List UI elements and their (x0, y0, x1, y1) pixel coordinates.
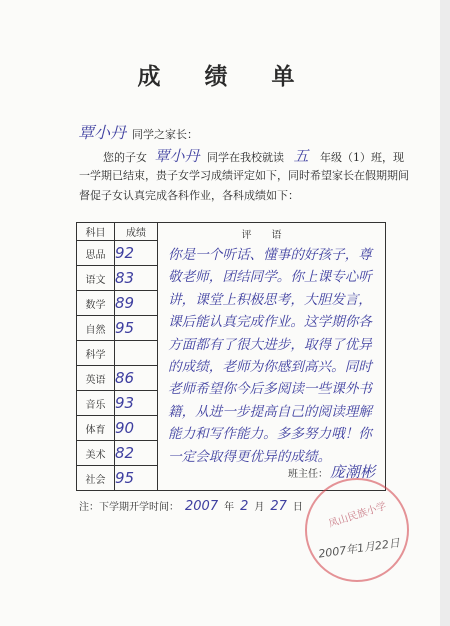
greeting-student-name: 覃小丹 (78, 123, 127, 142)
subject-cell: 思品 (77, 241, 115, 266)
score-cell (115, 341, 158, 366)
header-comment: 评语 (241, 230, 302, 241)
score-cell: 82 (115, 441, 158, 466)
subject-cell: 体育 (77, 416, 115, 441)
subject-cell: 美术 (77, 441, 115, 466)
letter-line1-suffix: 年级（1）班，现 (320, 151, 405, 164)
footer-year: 2007 (185, 499, 219, 514)
score-cell: 93 (115, 391, 158, 416)
page-edge (440, 0, 450, 626)
score-cell: 89 (115, 291, 158, 316)
subject-cell: 英语 (77, 366, 115, 391)
footer-day: 27 (270, 499, 287, 514)
letter-line1-middle: 同学在我校就读 (207, 151, 285, 164)
stamp-date: 2007年1月22日 (317, 536, 401, 561)
next-term-note (79, 498, 303, 514)
footer-day-unit: 日 (292, 502, 303, 513)
teacher-label: 班主任： (287, 469, 328, 480)
footer-label: 注：下学期开学时间： (79, 502, 179, 513)
score-cell: 92 (115, 241, 158, 266)
subject-cell: 音乐 (77, 391, 115, 416)
letter-line-2: 一学期已结束，贵子女学习成绩评定如下，同时希望家长在假期期间 (79, 169, 409, 182)
subject-cell: 社会 (77, 466, 115, 491)
letter-line-1 (103, 145, 404, 166)
footer-month: 2 (240, 499, 249, 514)
teacher-comment: 你是一个听话、懂事的好孩子，尊敬老师，团结同学。你上课专心听讲，课堂上积极思考，大胆发言，课后能认真完成作业。这学期你各方面都有了很大进步，取得了优异的成绩，老师为你感到高兴。同时老师希望你今后多阅读一些课外书籍，从进一步提高自己的阅读理解能力和写作能力。多多努力哦！你一定会取得更优异的成绩。 (168, 247, 372, 465)
score-cell: 95 (115, 316, 158, 341)
score-cell: 83 (115, 266, 158, 291)
header-score: 成绩 (115, 223, 158, 241)
letter-line1-prefix: 您的子女 (103, 151, 147, 164)
page-title: 成 绩 单 (137, 63, 313, 90)
subject-cell: 自然 (77, 316, 115, 341)
greeting (78, 120, 198, 143)
letter-grade: 五 (293, 147, 309, 165)
score-cell: 90 (115, 416, 158, 441)
comment-cell (158, 223, 386, 491)
subject-cell: 语文 (77, 266, 115, 291)
letter-line-3: 督促子女认真完成各科作业，各科成绩如下： (79, 189, 299, 202)
seal-text: 凤山民族小学 (327, 500, 388, 530)
footer-month-unit: 月 (254, 502, 265, 513)
teacher-signature: 庞潮彬 (329, 463, 375, 481)
letter-student-name: 覃小丹 (154, 147, 200, 165)
school-seal-icon (305, 478, 409, 582)
footer-year-unit: 年 (224, 502, 235, 513)
grades-table (76, 222, 386, 491)
subject-cell: 科学 (77, 341, 115, 366)
score-cell: 95 (115, 466, 158, 491)
header-subject: 科目 (77, 223, 115, 241)
greeting-suffix: 同学之家长： (132, 128, 199, 141)
subject-cell: 数学 (77, 291, 115, 316)
score-cell: 86 (115, 366, 158, 391)
